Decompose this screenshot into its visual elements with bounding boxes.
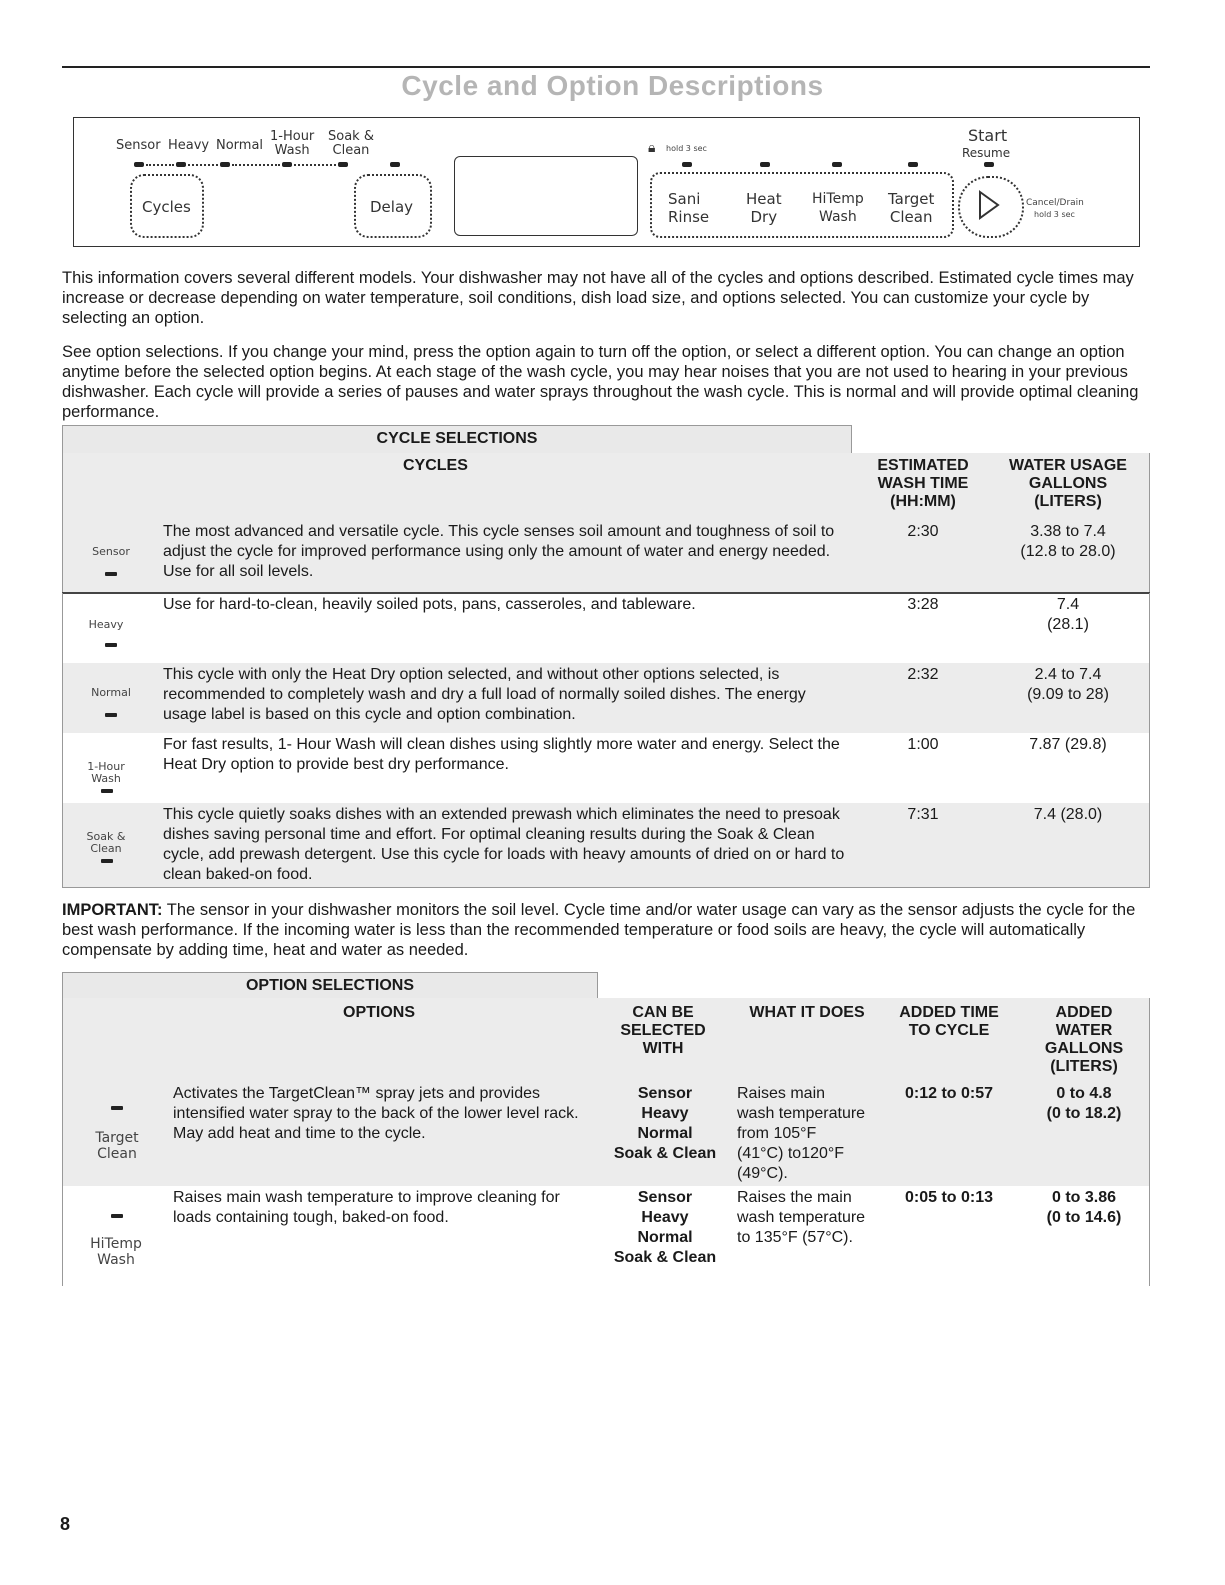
header-can-be-selected: CAN BE SELECTED WITH (620, 1004, 706, 1057)
cycle-indicator-icon (105, 643, 117, 647)
cycle-wash-time: 1:00 (907, 736, 939, 753)
option-selections-title: OPTION SELECTIONS (245, 977, 414, 994)
dotted-line (188, 164, 218, 166)
header-what-it-does: WHAT IT DOES (749, 1004, 865, 1021)
cycle-water-usage: 7.4 (28.0) (1033, 806, 1103, 823)
cycle-water-usage: 7.87 (29.8) (1029, 736, 1107, 753)
intro-paragraph-2: See option selections. If you change your mind, press the option again to turn off the option, or select a different option. You can change an option anytime before the selected option begins. At each stage of the wash cycle, you may hear noises that you are not used to hearing in your previous dishwasher. Each cycle will provide a series of pauses and water sprays throughout the wash cycle. This is normal and will provide optimal cleaning performance. (62, 343, 1139, 421)
play-icon (978, 190, 1000, 220)
table-row (62, 733, 1150, 803)
lock-hint: hold 3 sec (666, 144, 707, 153)
option-sani-rinse[interactable]: Sani Rinse (668, 190, 710, 226)
cycle-selections-title: CYCLE SELECTIONS (376, 430, 538, 447)
header-added-time: ADDED TIME TO CYCLE (899, 1004, 999, 1039)
cancel-hint: hold 3 sec (1034, 210, 1075, 219)
cycle-label-heavy: Heavy (168, 138, 210, 153)
lock-icon: 🔒︎ (648, 140, 656, 156)
option-icon-label: Target Clean (95, 1130, 139, 1162)
page-number: 8 (60, 1514, 71, 1534)
led-hitemp (832, 162, 842, 167)
header-water-usage: WATER USAGE GALLONS (LITERS) (1009, 457, 1127, 510)
important-text: The sensor in your dishwasher monitors the soil level. Cycle time and/or water usage can vary as the sensor adjusts the cycle for the best wash performance. If the incoming water is less than the recommended temperature or food soils are heavy, the cycle will automatically compensate by adding time, heat and water as needed. (62, 901, 1136, 959)
led-heat-dry (760, 162, 770, 167)
header-wash-time: ESTIMATED WASH TIME (HH:MM) (877, 457, 969, 510)
table-row (62, 803, 1150, 888)
cycle-wash-time: 2:30 (907, 523, 939, 540)
resume-label: Resume (962, 146, 1011, 160)
cycle-icon-label: Normal (91, 686, 131, 699)
important-note (62, 900, 1152, 960)
cycle-description: Use for hard-to-clean, heavily soiled pots, pans, casseroles, and tableware. (163, 596, 696, 613)
led-soak (338, 162, 348, 167)
cycle-icon-label: Heavy (88, 618, 124, 631)
cycle-table-header (62, 453, 1150, 520)
option-selected-with: Sensor Heavy Normal Soak & Clean (613, 1085, 717, 1162)
option-hitemp-wash[interactable]: HiTemp Wash (812, 191, 864, 225)
cycle-description: This cycle with only the Heat Dry option selected, and without other options selected, is recommended to completely wash and dry a full load of normally soiled dishes. The energy usage label is based on this cycle and option combination. (163, 666, 806, 723)
cancel-drain-label[interactable]: Cancel/Drain (1026, 198, 1084, 208)
table-row (62, 663, 1150, 733)
option-indicator-icon (111, 1214, 123, 1218)
dotted-line (146, 164, 174, 166)
cycle-wash-time: 3:28 (907, 596, 939, 613)
led-target (908, 162, 918, 167)
table-row (62, 593, 1150, 663)
led-heavy (176, 162, 186, 167)
cycle-indicator-icon (105, 713, 117, 717)
option-selections-tab (62, 972, 598, 1000)
cycle-description: This cycle quietly soaks dishes with an extended prewash which eliminates the need to presoak dishes saving personal time and effort. For optimal cleaning results during the Soak & Clean cycle, add prewash detergent. Use this cycle for loads with heavy amounts of dried on or hard to clean baked-on food. (163, 806, 845, 883)
option-what-it-does: Raises main wash temperature from 105°F (41°C) to120°F (49°C). (737, 1085, 866, 1182)
cycle-wash-time: 2:32 (907, 666, 939, 683)
option-what-it-does: Raises the main wash temperature to 135°F (57°C). (737, 1189, 866, 1246)
option-added-time: 0:05 to 0:13 (904, 1189, 994, 1206)
led-1hour (282, 162, 292, 167)
cycles-button-label: Cycles (142, 198, 191, 216)
led-sani (682, 162, 692, 167)
cycle-label-normal: Normal (216, 138, 264, 153)
header-added-water: ADDED WATER GALLONS (LITERS) (1044, 1004, 1124, 1075)
cycle-indicator-icon (101, 859, 113, 863)
table-row (62, 520, 1150, 592)
cycle-indicator-icon (101, 789, 113, 793)
led-delay (390, 162, 400, 167)
delay-button-label: Delay (370, 198, 414, 216)
option-description: Raises main wash temperature to improve cleaning for loads containing tough, baked-on food. (173, 1189, 560, 1226)
option-heat-dry[interactable]: Heat Dry (746, 190, 782, 226)
important-label: IMPORTANT: (62, 901, 163, 919)
cycle-icon-label: 1-Hour Wash (87, 760, 125, 785)
cycle-water-usage: 2.4 to 7.4 (9.09 to 28) (1027, 666, 1109, 703)
cycle-label-1hour: 1-Hour Wash (270, 129, 315, 158)
intro-paragraph-1: This information covers several different models. Your dishwasher may not have all of the cycles and options described. Estimated cycle times may increase or decrease depending on water temperature, soil conditions, dish load size, and options selected. You can customize your cycle by selecting an option. (62, 269, 1134, 327)
top-rule (62, 66, 1150, 68)
option-table-header (62, 998, 1150, 1082)
option-added-water: 0 to 3.86 (0 to 14.6) (1046, 1189, 1122, 1226)
option-indicator-icon (111, 1106, 123, 1110)
cycle-label-soak: Soak & Clean (328, 129, 374, 158)
cycle-selections-tab (62, 425, 852, 455)
display-window (454, 156, 638, 236)
control-panel-diagram (73, 117, 1140, 247)
cycle-icon-label: Sensor (92, 545, 130, 558)
page-title: Cycle and Option Descriptions (401, 70, 824, 101)
cycle-label-sensor: Sensor (116, 138, 161, 153)
option-added-time: 0:12 to 0:57 (904, 1085, 994, 1102)
header-cycles: CYCLES (403, 457, 468, 474)
option-icon-label: HiTemp Wash (90, 1236, 142, 1268)
start-label: Start (968, 126, 1008, 145)
table-row (62, 1082, 1150, 1186)
cycle-indicator-icon (105, 572, 117, 576)
cycle-description: For fast results, 1- Hour Wash will clean dishes using slightly more water and energy. Select the Heat Dry option to provide best dry performance. (163, 736, 840, 773)
option-target-clean[interactable]: Target Clean (888, 190, 935, 226)
cycle-water-usage: 7.4 (28.1) (1047, 596, 1089, 633)
led-sensor (134, 162, 144, 167)
option-selected-with: Sensor Heavy Normal Soak & Clean (613, 1189, 717, 1266)
cycle-icon-label: Soak & Clean (86, 830, 126, 855)
table-row (62, 1186, 1150, 1286)
cycle-water-usage: 3.38 to 7.4 (12.8 to 28.0) (1020, 523, 1116, 560)
cycle-wash-time: 7:31 (907, 806, 939, 823)
dotted-line (294, 164, 336, 166)
led-start (984, 162, 994, 167)
dotted-line (232, 164, 280, 166)
option-description: Activates the TargetClean™ spray jets and provides intensified water spray to the back of the lower level rack. May add heat and time to the cycle. (173, 1085, 579, 1142)
option-added-water: 0 to 4.8 (0 to 18.2) (1046, 1085, 1122, 1122)
cycle-description: The most advanced and versatile cycle. This cycle senses soil amount and toughness of soil to adjust the cycle for improved performance using only the amount of water and energy needed. Use for all soil levels. (163, 523, 835, 580)
header-options: OPTIONS (343, 1004, 416, 1021)
led-normal (220, 162, 230, 167)
